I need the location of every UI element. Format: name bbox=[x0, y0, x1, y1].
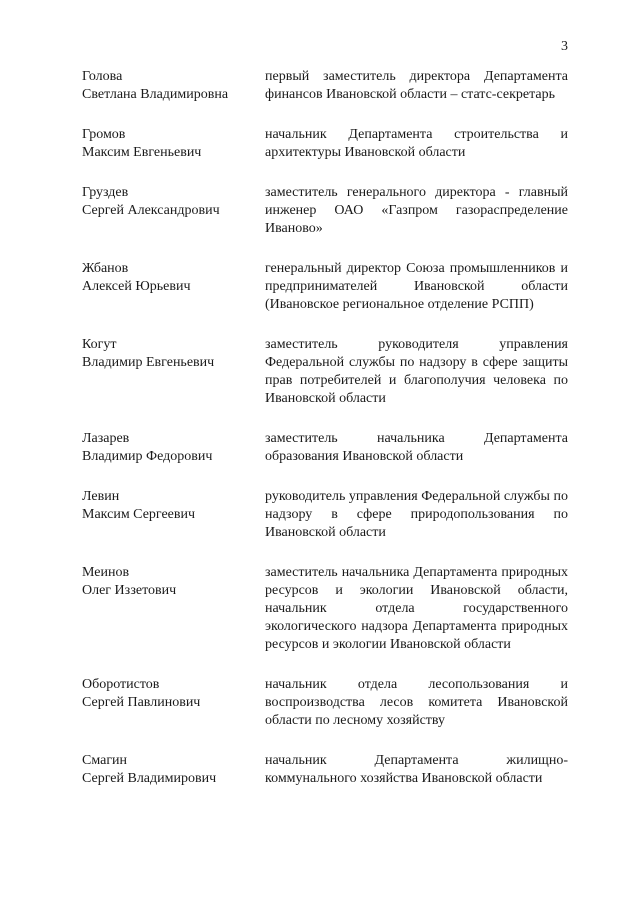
member-name bbox=[82, 430, 265, 466]
member-position: заместитель начальника Департамента образования Ивановской области bbox=[265, 431, 568, 464]
member-surname: Смагин bbox=[82, 753, 128, 768]
member-position: руководитель управления Федеральной службы по надзору в сфере природопользования по Ивановской области bbox=[265, 489, 568, 540]
member-position: заместитель начальника Департамента природных ресурсов и экологии Ивановской области, начальник отдела государственного экологического надзора Департамента природных ресурсов и экологии Ивановской области bbox=[265, 565, 568, 652]
member-position: заместитель генерального директора - главный инженер ОАО «Газпром газораспределение Иваново» bbox=[265, 185, 568, 236]
member-name bbox=[82, 126, 265, 162]
member-given-names: Алексей Юрьевич bbox=[82, 279, 191, 294]
member-given-names: Светлана Владимировна bbox=[82, 87, 229, 102]
member-entry bbox=[82, 564, 568, 654]
member-entry bbox=[82, 752, 568, 788]
member-given-names: Сергей Владимирович bbox=[82, 771, 217, 786]
member-name bbox=[82, 676, 265, 730]
member-name bbox=[82, 260, 265, 314]
member-surname: Оборотистов bbox=[82, 677, 160, 692]
page-number: 3 bbox=[561, 39, 568, 54]
member-entry bbox=[82, 68, 568, 104]
member-surname: Громов bbox=[82, 127, 126, 142]
member-given-names: Максим Сергеевич bbox=[82, 507, 196, 522]
member-entry bbox=[82, 676, 568, 730]
member-name bbox=[82, 488, 265, 542]
member-surname: Голова bbox=[82, 69, 123, 84]
member-name bbox=[82, 184, 265, 238]
member-given-names: Олег Иззетович bbox=[82, 583, 177, 598]
member-given-names: Максим Евгеньевич bbox=[82, 145, 202, 160]
member-surname: Жбанов bbox=[82, 261, 129, 276]
member-entry bbox=[82, 488, 568, 542]
member-name bbox=[82, 564, 265, 654]
member-list bbox=[82, 68, 568, 810]
member-surname: Груздев bbox=[82, 185, 129, 200]
member-position: начальник Департамента жилищно-коммунального хозяйства Ивановской области bbox=[265, 753, 568, 786]
member-entry bbox=[82, 184, 568, 238]
member-given-names: Владимир Федорович bbox=[82, 449, 213, 464]
member-given-names: Сергей Павлинович bbox=[82, 695, 201, 710]
member-name bbox=[82, 68, 265, 104]
member-given-names: Владимир Евгеньевич bbox=[82, 355, 215, 370]
member-surname: Левин bbox=[82, 489, 120, 504]
member-name bbox=[82, 336, 265, 408]
member-entry bbox=[82, 430, 568, 466]
member-position: заместитель руководителя управления Федеральной службы по надзору в сфере защиты прав потребителей и благополучия человека по Ивановской области bbox=[265, 337, 568, 406]
member-surname: Когут bbox=[82, 337, 117, 352]
member-position: начальник Департамента строительства и архитектуры Ивановской области bbox=[265, 127, 568, 160]
member-entry bbox=[82, 260, 568, 314]
member-surname: Лазарев bbox=[82, 431, 130, 446]
member-surname: Меинов bbox=[82, 565, 130, 580]
member-position: начальник отдела лесопользования и воспроизводства лесов комитета Ивановской области по лесному хозяйству bbox=[265, 677, 568, 728]
member-given-names: Сергей Александрович bbox=[82, 203, 220, 218]
member-name bbox=[82, 752, 265, 788]
member-entry bbox=[82, 126, 568, 162]
member-entry bbox=[82, 336, 568, 408]
member-position: генеральный директор Союза промышленников и предпринимателей Ивановской области (Ивановское региональное отделение РСПП) bbox=[265, 261, 568, 312]
member-position: первый заместитель директора Департамента финансов Ивановской области – статс-секретарь bbox=[265, 69, 568, 102]
